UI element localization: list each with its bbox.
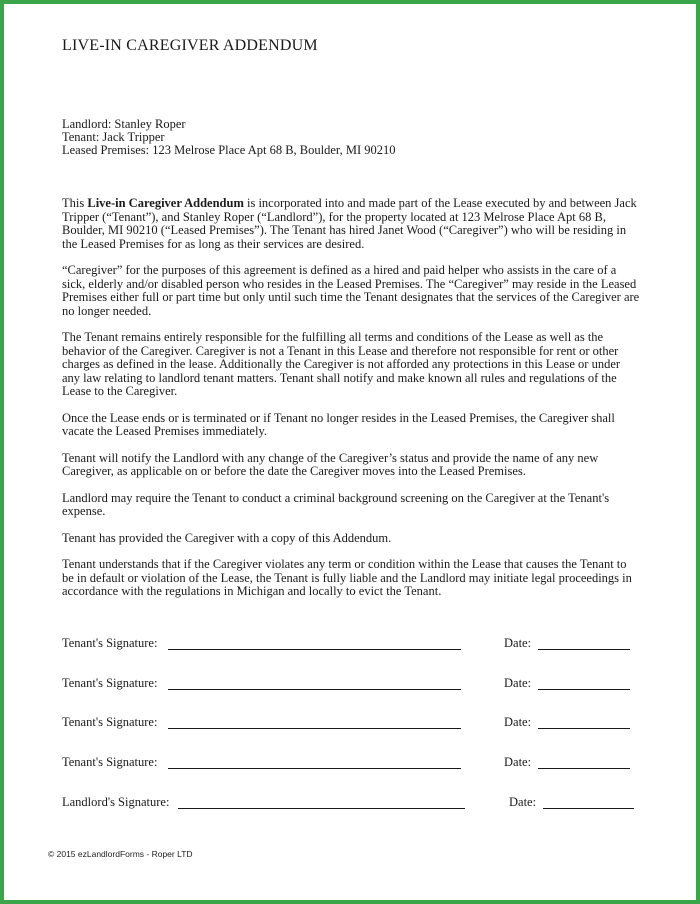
tenant-signature-line[interactable] <box>168 728 461 729</box>
status-change-paragraph: Tenant will notify the Landlord with any change of the Caregiver’s status and provide the name of any new Caregiver, as applicable on or before the date the Caregiver moves into the Leased Premises. <box>62 450 599 478</box>
signature-label: Tenant's Signature: <box>62 715 158 729</box>
parties-block <box>62 118 395 157</box>
copyright-footer: © 2015 ezLandlordForms - Roper LTD <box>48 849 193 859</box>
copy-provided-paragraph: Tenant has provided the Caregiver with a copy of this Addendum. <box>62 530 392 545</box>
date-line[interactable] <box>538 649 630 650</box>
caregiver-definition-paragraph: “Caregiver” for the purposes of this agreement is defined as a hired and paid helper who assists in the care of a sick, elderly and/or disabled person who resides in the Leased Premises. The “Caregiver” may reside in the Leased Premises either full or part time but only until such time the Tenant designates that the services of the Caregiver are no longer needed. <box>62 263 640 318</box>
signature-row <box>62 795 634 811</box>
intro-text-rest: is incorporated into and made part of the Lease executed by and between Jack Tripper (“Tenant”), and Stanley Roper (“Landlord”), for the property located at 123 Melrose Place Apt 68 B, Boulder, MI 90210 (“Leased Premises”). The Tenant has hired Janet Wood (“Caregiver”) who will be residing in the Leased Premises for as long as their services are desired. <box>62 196 637 251</box>
document-title: LIVE-IN CAREGIVER ADDENDUM <box>62 37 318 54</box>
date-line[interactable] <box>538 689 630 690</box>
liability-paragraph: Tenant understands that if the Caregiver violates any term or condition within the Lease that causes the Tenant to be in default or violation of the Lease, the Tenant is fully liable and the Landlord may initiate legal proceedings in accordance with the regulations in Michigan and locally to evict the Tenant. <box>62 557 632 598</box>
premises-line: Leased Premises: 123 Melrose Place Apt 68 B, Boulder, MI 90210 <box>62 143 396 157</box>
tenant-signature-line[interactable] <box>168 768 461 769</box>
signature-label: Tenant's Signature: <box>62 676 158 690</box>
signature-row <box>62 715 634 731</box>
date-line[interactable] <box>538 768 630 769</box>
signature-label: Tenant's Signature: <box>62 755 158 769</box>
tenant-signature-line[interactable] <box>168 689 461 690</box>
landlord-line: Landlord: Stanley Roper <box>62 117 186 131</box>
landlord-signature-line[interactable] <box>178 808 465 809</box>
date-line[interactable] <box>538 728 630 729</box>
date-label: Date: <box>504 676 532 690</box>
date-label: Date: <box>504 636 532 650</box>
signature-label: Landlord's Signature: <box>62 795 170 809</box>
background-screening-paragraph: Landlord may require the Tenant to conduct a criminal background screening on the Caregiver at the Tenant's expense. <box>62 490 610 518</box>
tenant-line: Tenant: Jack Tripper <box>62 130 165 144</box>
date-line[interactable] <box>543 808 634 809</box>
tenant-signature-line[interactable] <box>168 649 461 650</box>
signature-row <box>62 676 634 692</box>
date-label: Date: <box>509 795 537 809</box>
signature-row <box>62 636 634 652</box>
signature-label: Tenant's Signature: <box>62 636 158 650</box>
intro-paragraph <box>62 197 640 251</box>
signature-row <box>62 755 634 771</box>
date-label: Date: <box>504 755 532 769</box>
lease-end-paragraph: Once the Lease ends or is terminated or if Tenant no longer resides in the Leased Premises, the Caregiver shall vacate the Leased Premises immediately. <box>62 410 615 438</box>
tenant-responsibility-paragraph: The Tenant remains entirely responsible for the fulfilling all terms and conditions of the Lease as well as the behavior of the Caregiver. Caregiver is not a Tenant in this Lease and therefore not responsible for rent or other charges as defined in the lease. Additionally the Caregiver is not afforded any protections in this Lease or under any law relating to landlord tenant matters. Tenant shall notify and make known all rules and regulations of the Lease to the Caregiver. <box>62 330 621 398</box>
addendum-body <box>62 197 640 612</box>
date-label: Date: <box>504 715 532 729</box>
intro-text-start: This <box>62 196 88 210</box>
intro-bold-term: Live-in Caregiver Addendum <box>87 196 244 210</box>
